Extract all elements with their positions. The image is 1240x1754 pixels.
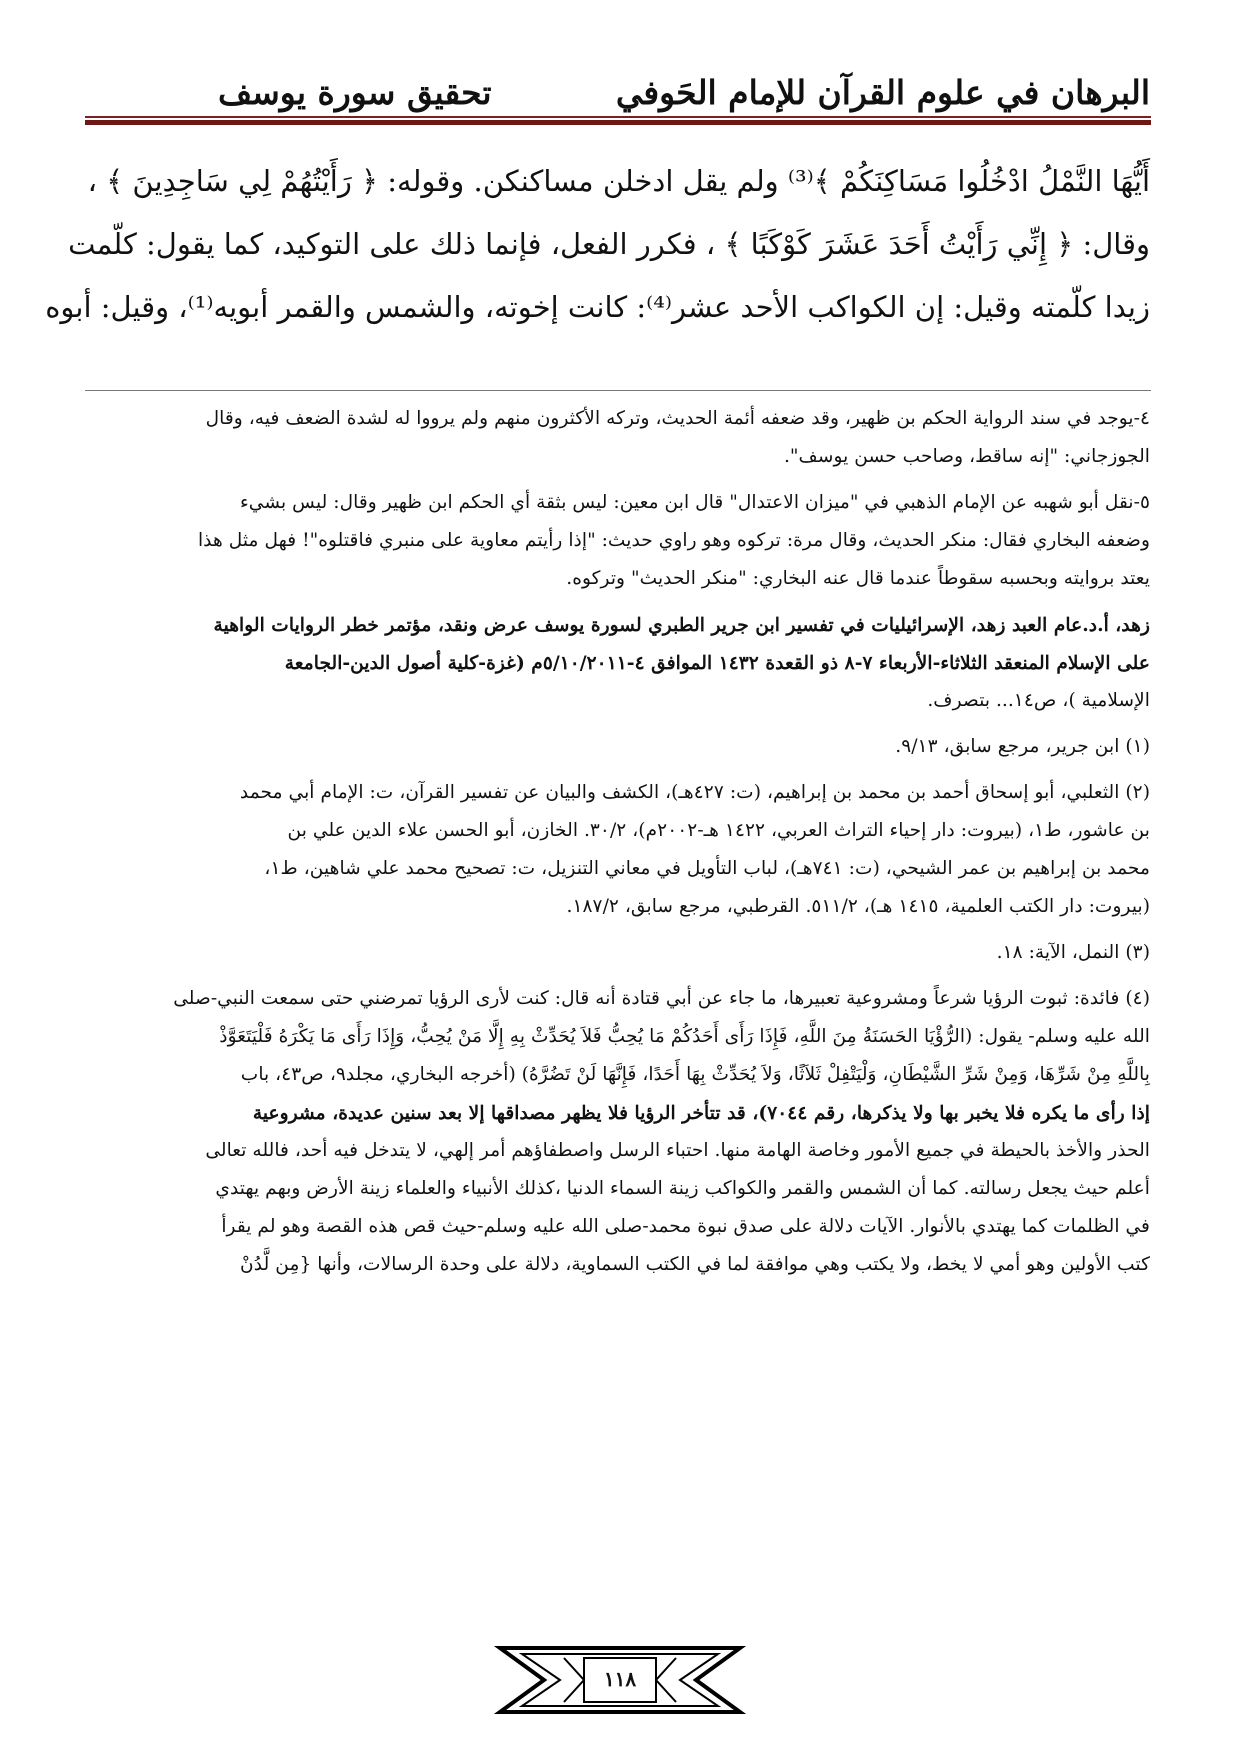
footnote-line: وضعفه البخاري فقال: منكر الحديث، وقال مرة: تركوه وهو راوي حديث: "إذا رأيتم معاوية على منبري فاقتلوه"! فهل مثل هذا [197,530,1150,551]
footnote-line: يعتد بروايته وبحسبه سقوطاً عندما قال عنه البخاري: "منكر الحديث" وتركوه. [566,568,1150,589]
footnote-separator [85,390,1151,391]
footnote-line: أعلم حيث يجعل رسالته. كما أن الشمس والقمر والكواكب زينة السماء الدنيا ،كذلك الأنبياء والعلماء زينة الأرض وبهم يهتدي [215,1178,1150,1199]
footnote-line: (١) ابن جرير، مرجع سابق، ٩/١٣. [895,736,1150,757]
footnote-3 [90,934,1150,972]
footnote-1 [90,728,1150,766]
header-divider-thin [85,116,1151,118]
chapter-title: تحقيق سورة يوسف [218,73,492,112]
page-header [90,68,1150,118]
footnote-line: الجوزجاني: "إنه ساقط، وصاحب حسن يوسف". [783,446,1150,467]
footnote-line: في الظلمات كما يهتدي بالأنوار. الآيات دلالة على صدق نبوة محمد-صلى الله عليه وسلم-حيث قص هذه القصة وهو لم يقرأ [221,1216,1150,1237]
footnote-line: الله عليه وسلم- يقول: (الرُّؤْيَا الحَسَنَةُ مِنَ اللَّهِ، فَإِذَا رَأَى أَحَدُكُمْ مَا يُحِبُّ فَلاَ يُحَدِّثْ بِهِ إِلَّا مَنْ يُحِبُّ، وَإِذَا رَأَى مَا يَكْرَهُ فَلْيَتَعَوَّذْ [219,1026,1150,1047]
footnote-block-5 [90,484,1150,598]
main-text-line: زيدا كلّمته وقيل: إن الكواكب الأحد عشر⁽⁴⁾: كانت إخوته، والشمس والقمر أبويه⁽¹⁾، وقيل: أبوه [45,290,1150,324]
footnote-line: (٤) فائدة: ثبوت الرؤيا شرعاً ومشروعية تعبيرها، ما جاء عن أبي قتادة أنه قال: كنت لأرى الرؤيا تمرضني حتى سمعت النبي-صلى [173,988,1150,1009]
footnote-line: ٤-يوجد في سند الرواية الحكم بن ظهير، وقد ضعفه أئمة الحديث، وتركه الأكثرون منهم ولم يرووا له لشدة الضعف فيه، وقال [205,408,1150,429]
footnote-reference-zahd [90,606,1150,720]
footnotes-section [90,400,1150,1292]
footnote-line: (٣) النمل، الآية: ١٨. [996,942,1150,963]
footnote-line: بِاللَّهِ مِنْ شَرِّهَا، وَمِنْ شَرِّ الشَّيْطَانِ، وَلْيَتْفِلْ ثَلاَثًا، وَلاَ يُحَدِّثْ بِهَا أَحَدًا، فَإِنَّهَا لَنْ تَضُرَّهُ) (أخرجه البخاري، مجلد٩، ص٤٣، باب [240,1064,1150,1085]
book-title: البرهان في علوم القرآن للإمام الحَوفي [615,73,1150,112]
main-body-text [45,150,1150,339]
footnote-2 [90,774,1150,926]
footnote-line: محمد بن إبراهيم بن عمر الشيحي، (ت: ٧٤١هـ)، لباب التأويل في معاني التنزيل، ت: تصحيح محمد علي شاهين، ط١، [264,858,1150,879]
footnote-line: ٥-نقل أبو شهبه عن الإمام الذهبي في "ميزان الاعتدال" قال ابن معين: ليس بثقة أي الحكم ابن ظهير وقال: ليس بشيء [240,492,1150,513]
page-number: ١١٨ [603,1667,637,1691]
footnote-line: (بيروت: دار الكتب العلمية، ١٤١٥ هـ)، ٥١١/٢. القرطبي، مرجع سابق، ١٨٧/٢. [566,896,1150,917]
footnote-line: إذا رأى ما يكره فلا يخبر بها ولا يذكرها، رقم ٧٠٤٤)، قد تتأخر الرؤيا فلا يظهر مصداقها إلا بعد سنين عديدة، مشروعية [252,1102,1150,1124]
footnote-line: الإسلامية )، ص١٤... بتصرف. [927,690,1150,711]
footnote-line: على الإسلام المنعقد الثلاثاء-الأربعاء ٧-٨ ذو القعدة ١٤٣٢ الموافق ٤-٥/١٠/٢٠١١م (غزة-كلية أصول الدين-الجامعة [284,652,1150,674]
footnote-line: كتب الأولين وهو أمي لا يخط، ولا يكتب وهي موافقة لما في الكتب السماوية، دلالة على وحدة الرسالات، وأنها {مِن لَّدُنْ [240,1254,1150,1275]
footnote-line: بن عاشور، ط١، (بيروت: دار إحياء التراث العربي، ١٤٢٢ هـ-٢٠٠٢م)، ٣٠/٢. الخازن، أبو الحسن علاء الدين علي بن [287,820,1150,841]
footnote-block-4 [90,400,1150,476]
main-text-line: أَيُّهَا النَّمْلُ ادْخُلُوا مَسَاكِنَكُمْ ﴾⁽³⁾ ولم يقل ادخلن مساكنكن. وقوله: ﴿ رَأَيْتُهُمْ لِي سَاجِدِينَ ﴾ ، [87,164,1150,198]
footnote-line: (٢) الثعلبي، أبو إسحاق أحمد بن محمد بن إبراهيم، (ت: ٤٢٧هـ)، الكشف والبيان عن تفسير القرآن، ت: الإمام أبي محمد [239,782,1150,803]
main-text-line: وقال: ﴿ إِنِّي رَأَيْتُ أَحَدَ عَشَرَ كَوْكَبًا ﴾ ، فكرر الفعل، فإنما ذلك على التوكيد، كما يقول: كلّمت [68,227,1150,261]
footnote-4 [90,980,1150,1284]
footnote-line: الحذر والأخذ بالحيطة في جميع الأمور وخاصة الهامة منها. احتباء الرسل واصطفاؤهم أمر إلهي، لا يتدخل فيه أحد، فالله تعالى [205,1140,1150,1161]
header-divider-thick [85,120,1151,125]
footnote-line: زهد، أ.د.عام العبد زهد، الإسرائيليات في تفسير ابن جرير الطبري لسورة يوسف عرض ونقد، مؤتمر خطر الروايات الواهية [213,614,1150,636]
page-number-ornament [492,1640,748,1720]
